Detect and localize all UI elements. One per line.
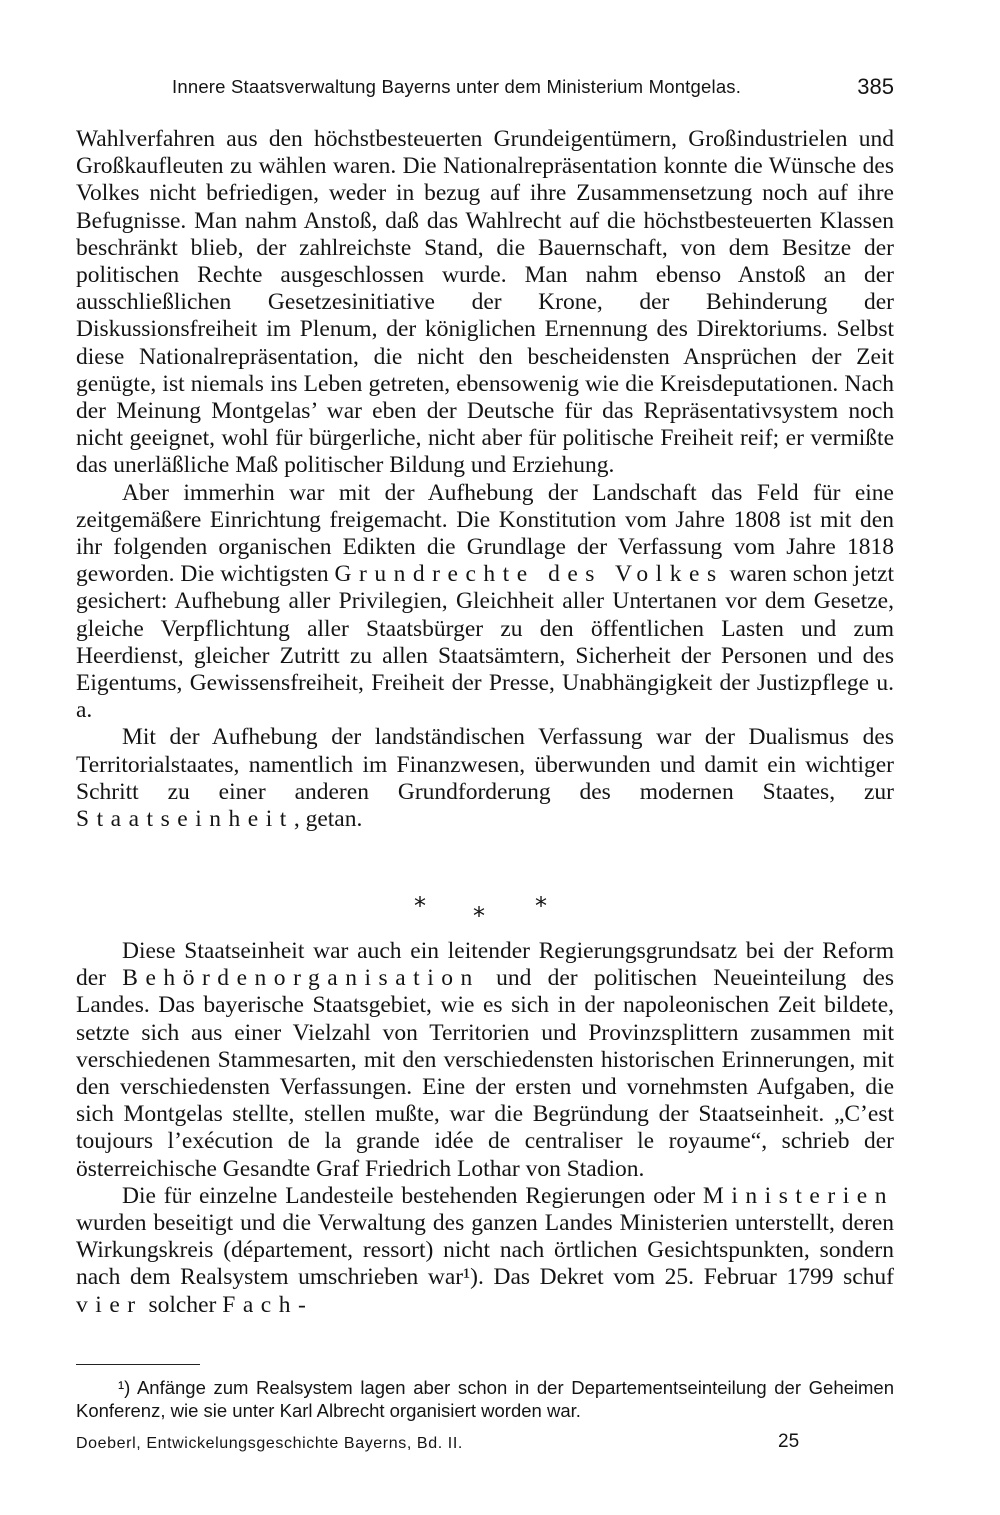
running-head: Innere Staatsverwaltung Bayerns unter dem Ministerium Montgelas. [172, 76, 742, 97]
footnote-rule [76, 1364, 200, 1365]
paragraph [76, 126, 894, 480]
footnote [76, 1376, 894, 1422]
page-header [76, 74, 894, 104]
main-text-continued [76, 938, 894, 1319]
paragraph [76, 480, 894, 725]
paragraph-text: wurden beseitigt und die Verwaltung des ganzen Landes Ministerien unterstellt, deren Wirkungskreis (département, ressort) nicht nach örtlichen Gesichtspunkten, sondern nach dem Realsystem umschrieben war¹). Das Dekret vom 25. Februar 1799 schuf [76, 1210, 894, 1291]
signature-text: Doeberl, Entwickelungsgeschichte Bayerns, Bd. II. [76, 1435, 463, 1452]
emphasized-spaced-text: Staatseinheit [76, 806, 294, 833]
paragraph-text: Wahlverfahren aus den höchstbesteuerten Grundeigentümern, Großindustrielen und Großkaufleuten zu wählen waren. Die Nationalrepräsentation konnte die Wünsche des Volkes nicht befriedigen, weder in bezug auf ihre Zusammensetzung noch auf ihre Befugnisse. Man nahm Anstoß, daß das Wahlrecht auf die höchstbesteuerten Klassen beschränkt blieb, der zahlreichste Stand, die Bauernschaft, von dem Besitze der politischen Rechte ausgeschlossen wurde. Man nahm ebenso Anstoß an der ausschließlichen Gesetzesinitiative der Krone, der Behinderung der Diskussionsfreiheit im Plenum, der königlichen Ernennung des Direktoriums. Selbst diese Nationalrepräsentation, die nicht den bescheidensten Ansprüchen der Zeit genügte, ist niemals ins Leben getreten, ebensowenig wie die Kreisdeputationen. Nach der Meinung Montgelas’ war eben der Deutsche für das Repräsentativsystem noch nicht geeignet, wohl für bürgerliche, nicht aber für politische Freiheit reif; er vermißte das unerläßliche Maß politischer Bildung und Erziehung. [76, 126, 894, 479]
main-text [76, 126, 894, 833]
paragraph [76, 1183, 894, 1319]
paragraph-text: Die für einzelne Landesteile bestehenden Regierungen oder [122, 1182, 703, 1209]
emphasized-spaced-text: Behördenorganisation [122, 965, 480, 992]
footnote-body: Anfänge zum Realsystem lagen aber schon in der Departementseinteilung der Geheimen Konferenz, wie sie unter Karl Albrecht organisiert worden war. [76, 1377, 894, 1421]
emphasized-spaced-text: Ministerien [702, 1182, 894, 1209]
asterisk: * [473, 902, 485, 930]
book-page [76, 0, 894, 1515]
paragraph [76, 938, 894, 1183]
signature-line [76, 1431, 894, 1459]
paragraph-text: solcher [142, 1291, 223, 1318]
footnote-marker: ¹) [118, 1377, 131, 1398]
paragraph-text: , getan. [293, 806, 363, 833]
emphasized-spaced-text: vier [76, 1291, 143, 1318]
emphasized-spaced-text: Grundrechte des Volkes [334, 561, 724, 588]
paragraph [76, 724, 894, 833]
asterisk: * [414, 892, 426, 920]
paragraph-text: Aber immerhin war mit der Aufhebung der Landschaft das Feld für eine zeitgemäßere Einrichtung freigemacht. Die Konstitution vom Jahre 1808 ist mit den ihr folgenden organischen Edikten die Grundlage der Verfassung vom Jahre 1818 geworden. Die wichtigsten [76, 479, 894, 588]
page-number: 385 [857, 74, 894, 99]
asterisk: * [535, 892, 547, 920]
paragraph-text: waren schon jetzt gesichert: Aufhebung aller Privilegien, Gleichheit aller Untertanen vor dem Gesetze, gleiche Verpflichtung aller Staatsbürger zu den öffentlichen Lasten und zum Heerdienst, gleicher Zutritt zu allen Staatsämtern, Sicherheit der Personen und des Eigentums, Gewissensfreiheit, Freiheit der Presse, Unabhängigkeit der Justizpflege u. a. [76, 561, 894, 724]
paragraph-text: und der politischen Neueinteilung des Landes. Das bayerische Staatsgebiet, wie es sich in der napoleonischen Zeit bildete, setzte sich aus einer Vielzahl von Territorien und Provinzsplittern zusammen mit verschiedenen Stammesarten, mit den verschiedensten historischen Erinnerungen, mit den verschiedensten Verfassungen. Eine der ersten und vornehmsten Aufgaben, die sich Montgelas stellte, stellen mußte, war die Begründung der Staatseinheit. „C’est toujours l’exécution de la grande idée de centraliser le royaume“, schrieb der österreichische Gesandte Graf Friedrich Lothar von Stadion. [76, 965, 894, 1182]
signature-number: 25 [778, 1431, 800, 1452]
paragraph-text: Diese Staatseinheit war auch ein leitender Regierungsgrundsatz bei der Reform der [76, 938, 894, 992]
paragraph-text: Mit der Aufhebung der landständischen Verfassung war der Dualismus des Territorialstaates, namentlich im Finanzwesen, überwunden und damit ein wichtiger Schritt zu einer anderen Grundforderung des modernen Staates, zur [76, 724, 894, 805]
section-divider [76, 890, 894, 930]
emphasized-spaced-text: Fach- [222, 1291, 314, 1318]
footnote-text [76, 1376, 894, 1422]
